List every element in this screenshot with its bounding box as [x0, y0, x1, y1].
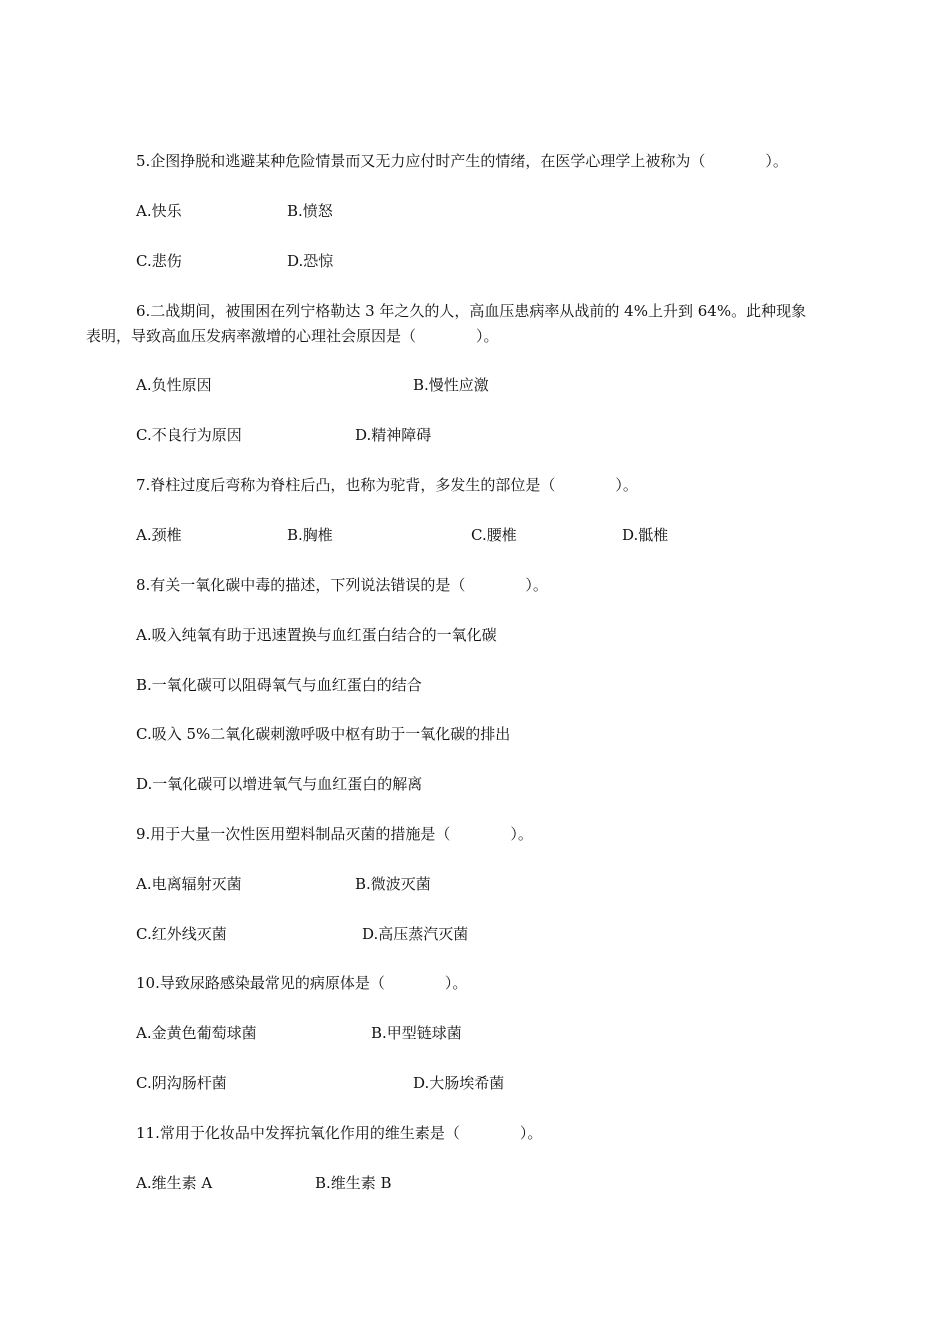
question-8-option-a: A.吸入纯氧有助于迅速置换与血红蛋白结合的一氧化碳 [136, 626, 497, 644]
question-5-option-b: B.愤怒 [287, 202, 333, 220]
question-11-option-b: B.维生素 B [315, 1174, 392, 1192]
question-9-option-d: D.高压蒸汽灭菌 [362, 925, 469, 943]
question-10-option-c: C.阴沟肠杆菌 [136, 1074, 227, 1092]
question-9-stem: 9.用于大量一次性医用塑料制品灭菌的措施是（ ）。 [136, 825, 533, 843]
question-5-option-d: D.恐惊 [287, 252, 334, 270]
question-9-option-a: A.电离辐射灭菌 [136, 875, 242, 893]
question-7-option-d: D.骶椎 [622, 526, 669, 544]
question-11-stem: 11.常用于化妆品中发挥抗氧化作用的维生素是（ ）。 [136, 1124, 543, 1142]
question-7-stem: 7.脊柱过度后弯称为脊柱后凸，也称为驼背，多发生的部位是（ ）。 [136, 476, 638, 494]
question-6-option-a: A.负性原因 [136, 376, 212, 394]
question-5-option-a: A.快乐 [136, 202, 182, 220]
question-7-option-b: B.胸椎 [287, 526, 333, 544]
question-6-stem-line-1: 6.二战期间，被围困在列宁格勒达 3 年之久的人，高血压患病率从战前的 4%上升到 64%。此种现象 [136, 302, 807, 320]
question-10-option-a: A.金黄色葡萄球菌 [136, 1024, 257, 1042]
question-6-option-d: D.精神障碍 [355, 426, 432, 444]
question-8-option-c: C.吸入 5%二氧化碳刺激呼吸中枢有助于一氧化碳的排出 [136, 725, 511, 743]
question-6-stem-line-2: 表明，导致高血压发病率激增的心理社会原因是（ ）。 [86, 327, 499, 345]
question-6-option-c: C.不良行为原因 [136, 426, 242, 444]
question-8-option-b: B.一氧化碳可以阻碍氧气与血红蛋白的结合 [136, 676, 422, 694]
question-8-stem: 8.有关一氧化碳中毒的描述，下列说法错误的是（ ）。 [136, 576, 548, 594]
question-10-stem: 10.导致尿路感染最常见的病原体是（ ）。 [136, 974, 468, 992]
question-7-option-a: A.颈椎 [136, 526, 182, 544]
question-10-option-b: B.甲型链球菌 [371, 1024, 462, 1042]
question-11-option-a: A.维生素 A [136, 1174, 213, 1192]
question-7-option-c: C.腰椎 [471, 526, 517, 544]
question-5-stem: 5.企图挣脱和逃避某种危险情景而又无力应付时产生的情绪，在医学心理学上被称为（ ）。 [136, 152, 788, 170]
question-6-option-b: B.慢性应激 [413, 376, 489, 394]
question-10-option-d: D.大肠埃希菌 [413, 1074, 505, 1092]
question-8-option-d: D.一氧化碳可以增进氧气与血红蛋白的解离 [136, 775, 423, 793]
question-5-option-c: C.悲伤 [136, 252, 182, 270]
question-9-option-c: C.红外线灭菌 [136, 925, 227, 943]
question-9-option-b: B.微波灭菌 [355, 875, 431, 893]
